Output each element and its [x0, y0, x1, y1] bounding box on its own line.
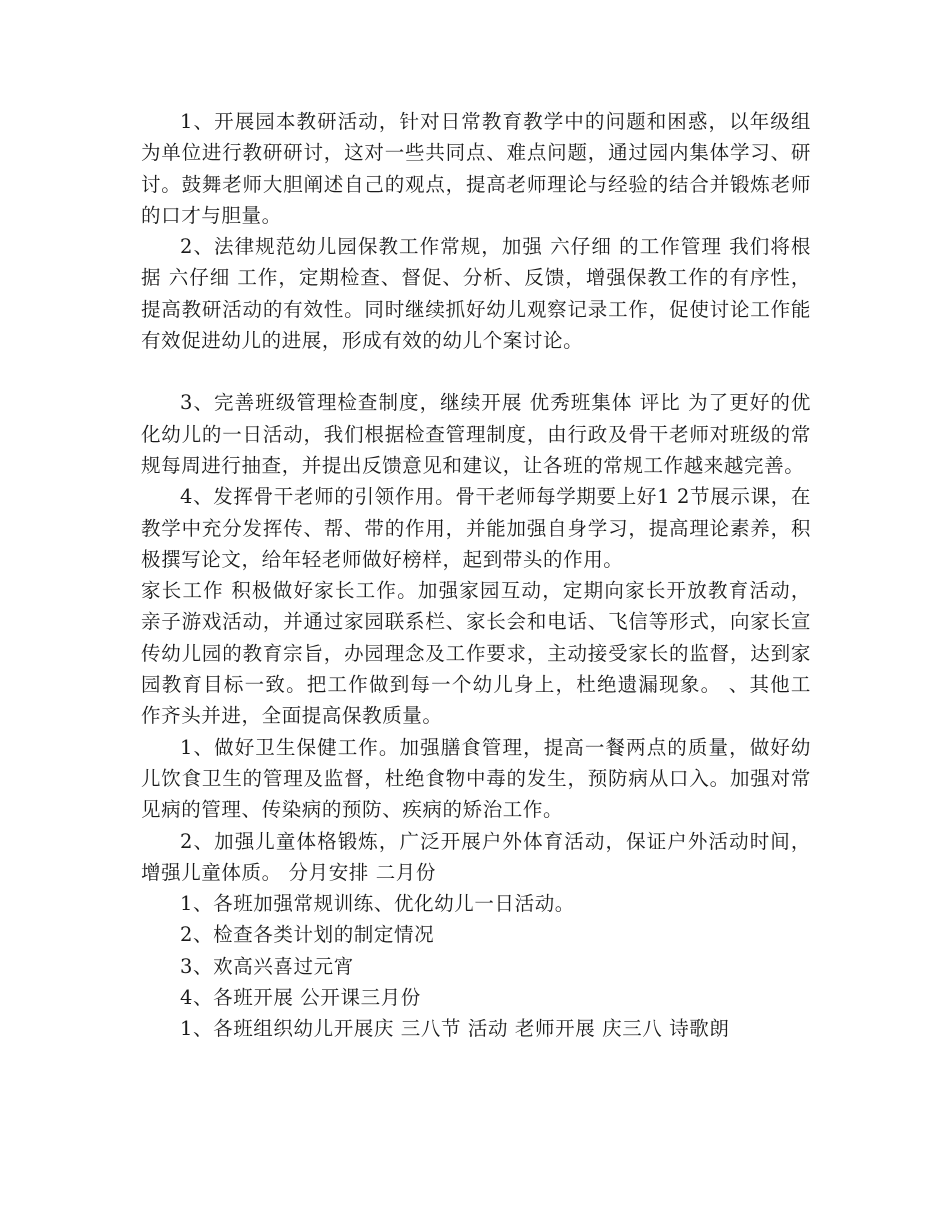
paragraph-7: 2、加强儿童体格锻炼，广泛开展户外体育活动，保证户外活动时间，增强儿童体质。 分月安排 二月份	[141, 829, 811, 884]
paragraph-3: 3、完善班级管理检查制度，继续开展 优秀班集体 评比 为了更好的优化幼儿的一日活动，我们根据检查管理制度，由行政及骨干老师对班级的常规每周进行抽查，并提出反馈意见和建议，让各班的常规工作越来越完善。	[141, 391, 811, 477]
paragraph-2: 2、法律规范幼儿园保教工作常规，加强 六仔细 的工作管理 我们将根据 六仔细 工作，定期检查、督促、分析、反馈，增强保教工作的有序性，提高教研活动的有效性。同时继续抓好幼儿观察记录工作，促使讨论工作能有效促进幼儿的进展，形成有效的幼儿个案讨论。	[141, 235, 811, 353]
paragraph-6: 1、做好卫生保健工作。加强膳食管理，提高一餐两点的质量，做好幼儿饮食卫生的管理及监督，杜绝食物中毒的发生，预防病从口入。加强对常见病的管理、传染病的预防、疾病的矫治工作。	[141, 735, 811, 822]
paragraph-1: 1、开展园本教研活动，针对日常教育教学中的问题和困惑，以年级组为单位进行教研研讨，这对一些共同点、难点问题，通过园内集体学习、研讨。鼓舞老师大胆阐述自己的观点，提高老师理论与经验的结合并锻炼老师的口才与胆量。	[141, 110, 811, 227]
paragraph-4: 4、发挥骨干老师的引领作用。骨干老师每学期要上好1 2节展示课，在教学中充分发挥传、帮、带的作用，并能加强自身学习，提高理论素养，积极撰写论文，给年轻老师做好榜样，起到带头的作用。	[141, 485, 811, 571]
paragraph-11: 4、各班开展 公开课三月份	[180, 986, 421, 1010]
paragraph-5: 家长工作 积极做好家长工作。加强家园互动，定期向家长开放教育活动，亲子游戏活动，并通过家园联系栏、家长会和电话、飞信等形式，向家长宣传幼儿园的教育宗旨，办园理念及工作要求，主动接受家长的监督，达到家园教育目标一致。把工作做到每一个幼儿身上，杜绝遗漏现象。 、其他工作齐头并进，全面提高保教质量。	[141, 579, 811, 728]
paragraph-9: 2、检查各类计划的制定情况	[180, 923, 435, 947]
paragraph-8: 1、各班加强常规训练、优化幼儿一日活动。	[180, 892, 575, 916]
document-body	[141, 106, 811, 1045]
paragraph-12: 1、各班组织幼儿开展庆 三八节 活动 老师开展 庆三八 诗歌朗	[180, 1017, 730, 1041]
paragraph-10: 3、欢高兴喜过元宵	[180, 954, 354, 978]
